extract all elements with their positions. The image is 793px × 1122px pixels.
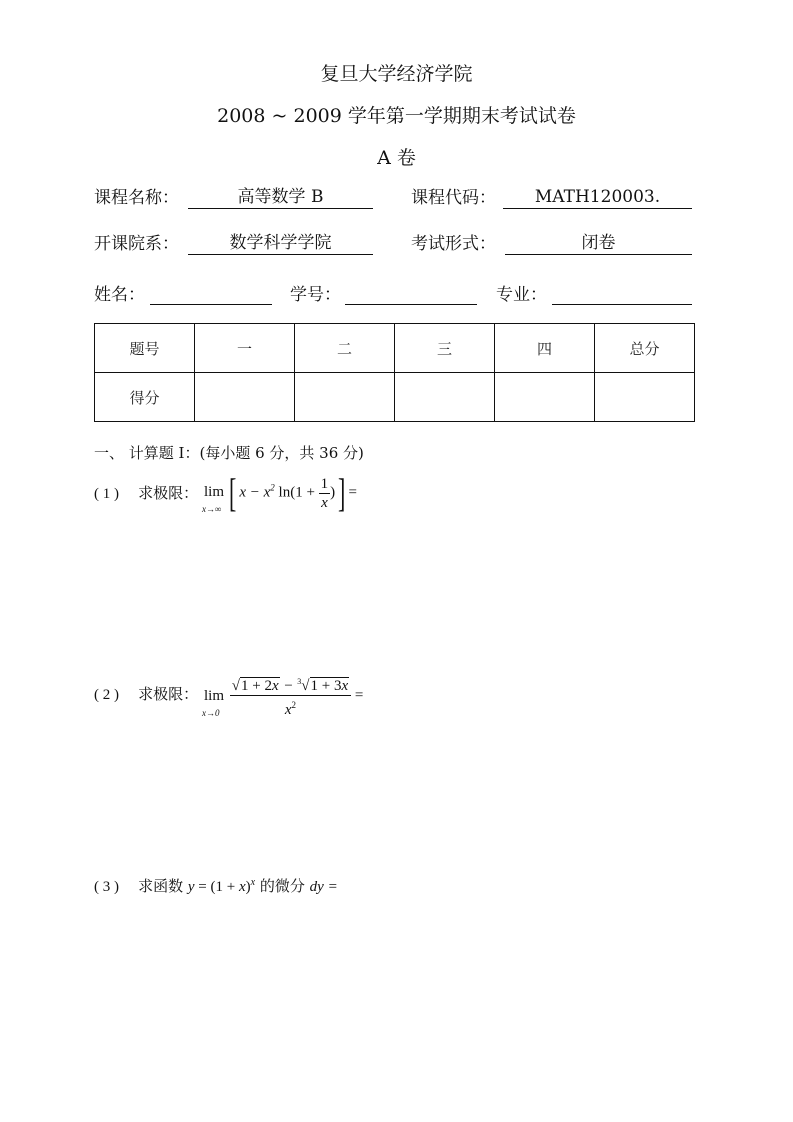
- lim-operator: lim x→0: [202, 688, 225, 718]
- question-2-formula: lim x→0 $\frac{√1 + 2x - ^3√1 + 3x}{x^2}$ =: [204, 673, 363, 719]
- name-field[interactable]: [150, 282, 272, 305]
- question-1-number: ( 1 ): [94, 486, 119, 502]
- course-code-value: MATH120003.: [534, 187, 661, 207]
- score-cell-3[interactable]: [395, 373, 495, 422]
- question-2-number: ( 2 ): [94, 687, 119, 703]
- exam-term-title: 2008 ~ 2009 学年第一学期期末考试试卷: [217, 105, 576, 127]
- course-name-value: 高等数学 B: [237, 187, 324, 207]
- department-value: 数学科学学院: [229, 233, 332, 253]
- lim-operator: lim x→∞: [202, 484, 225, 515]
- header-part-4: 四: [495, 324, 595, 373]
- course-name-label: 课程名称：: [94, 188, 179, 208]
- question-1-formula: lim x→∞ [ $x - x^2$ ln(1 + $\frac{1}{x}$ )] =: [202, 470, 357, 515]
- exam-form-value: 闭卷: [581, 233, 616, 253]
- question-3-tail: dy =: [309, 879, 338, 895]
- student-id-label: 学号：: [290, 285, 341, 305]
- header-question-number: 题号: [95, 324, 195, 373]
- school-title: 复旦大学经济学院: [320, 63, 473, 85]
- score-cell-total[interactable]: [595, 373, 695, 422]
- header-part-3: 三: [395, 324, 495, 373]
- major-field[interactable]: [552, 282, 692, 305]
- question-3-suffix: 的微分: [259, 877, 305, 895]
- exam-form-field: [505, 232, 692, 255]
- department-field: [188, 232, 373, 255]
- question-3-formula: $y = (1 + x)^x$: [187, 877, 256, 895]
- score-table-header-row: [95, 324, 695, 373]
- department-label: 开课院系：: [94, 234, 179, 254]
- course-code-field: [503, 186, 692, 209]
- name-label: 姓名：: [94, 285, 145, 305]
- exam-form-label: 考试形式：: [411, 234, 496, 254]
- question-3-number: ( 3 ): [94, 879, 119, 895]
- score-cell-2[interactable]: [295, 373, 395, 422]
- question-3: [94, 873, 338, 897]
- score-row-label: 得分: [95, 373, 195, 422]
- score-cell-1[interactable]: [195, 373, 295, 422]
- paper-version: A 卷: [377, 147, 416, 169]
- score-table: [94, 323, 695, 422]
- score-cell-4[interactable]: [495, 373, 595, 422]
- header-part-1: 一: [195, 324, 295, 373]
- header-total: 总分: [595, 324, 695, 373]
- major-label: 专业：: [496, 285, 547, 305]
- course-code-label: 课程代码：: [411, 188, 496, 208]
- score-table-score-row: [95, 373, 695, 422]
- section-1-heading: 一、 计算题 I：(每小题 6 分，共 36 分): [94, 444, 364, 462]
- question-2-prompt: 求极限：: [138, 685, 199, 703]
- course-name-field: [188, 186, 373, 209]
- question-2: [94, 684, 198, 705]
- student-id-field[interactable]: [345, 282, 477, 305]
- header-part-2: 二: [295, 324, 395, 373]
- question-1-prompt: 求极限：: [138, 484, 199, 502]
- question-3-prompt: 求函数: [138, 877, 184, 895]
- question-1: [94, 483, 198, 504]
